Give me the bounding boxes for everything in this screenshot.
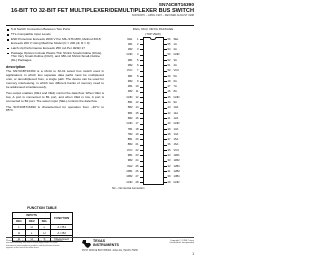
pin-name: VCC xyxy=(126,148,133,152)
pin-number: 12 xyxy=(135,95,139,99)
pin-number: 29 xyxy=(167,180,171,184)
pin-number: 13 xyxy=(135,101,139,105)
table-cell: A = B2 xyxy=(51,230,73,236)
texas-state-icon xyxy=(82,240,91,248)
pin-number: 42 xyxy=(167,111,171,115)
table-subheader: OE1 xyxy=(13,218,26,224)
table-cell: X xyxy=(38,236,51,242)
function-table-caption: FUNCTION TABLE xyxy=(27,206,57,210)
pin-number: 5 xyxy=(137,58,139,62)
description-heading: description xyxy=(6,65,26,70)
feature-item: TTL-Compatible Input Levels xyxy=(6,33,104,37)
pin-name: 4B1 xyxy=(127,85,133,89)
pin-number: 52 xyxy=(167,58,171,62)
pin-number: 6 xyxy=(137,63,139,67)
pin-name: 3A xyxy=(173,58,177,62)
pin-number: 15 xyxy=(135,111,139,115)
pin-number: 11 xyxy=(135,90,139,94)
pin-number: 10 xyxy=(135,85,139,89)
table-subheader: OE2 xyxy=(25,218,38,224)
logo-line-2: INSTRUMENTS xyxy=(93,243,119,247)
pin-number: 41 xyxy=(167,116,171,120)
table-cell: A = B1 xyxy=(51,224,73,230)
pin-number: 23 xyxy=(135,154,139,158)
pin-number: 1 xyxy=(137,37,139,41)
pin-name: 9B2 xyxy=(127,159,133,163)
table-cell: H xyxy=(25,236,38,242)
table-subheader: SEL xyxy=(38,218,51,224)
pin-name: 5B2 xyxy=(127,106,133,110)
table-cell: H xyxy=(13,236,26,242)
pin-number: 18 xyxy=(135,127,139,131)
pin-number: 21 xyxy=(135,143,139,147)
pin-name: 1B1 xyxy=(127,42,133,46)
package-title: DGG, DGV, OR DL PACKAGE xyxy=(132,27,174,31)
pin-number: 50 xyxy=(167,69,171,73)
pin-name: 6B2 xyxy=(127,116,133,120)
pin-number: 24 xyxy=(135,159,139,163)
pin-name: 15A xyxy=(173,138,179,142)
pin-name: 12A xyxy=(173,116,179,120)
pin-name: VCC xyxy=(173,148,180,152)
pin-number: 25 xyxy=(135,164,139,168)
pin-name: 4B2 xyxy=(127,90,133,94)
pin-name: 10B1 xyxy=(126,169,133,173)
feature-item: ESD Protection Exceeds 2000 V Per MIL-STD-883, Method 3015; Exceeds 200 V Using Machine Model (C = 200 pF, R = 0) xyxy=(6,38,104,46)
pin-number: 3 xyxy=(137,48,139,52)
pin-note: NC – No internal connection xyxy=(112,186,145,190)
left-pin-column xyxy=(122,37,143,185)
pin-name: 8B1 xyxy=(127,138,133,142)
pin-name: 8A xyxy=(173,90,177,94)
datasheet-title: 16-BIT TO 32-BIT FET MULTIPLEXER/DEMULTIPLEXER BUS SWITCH xyxy=(10,8,194,14)
ic-diagram xyxy=(112,37,194,185)
pin-name: 6B1 xyxy=(127,111,133,115)
pin-name: GND xyxy=(173,180,180,184)
pin-name: 11B2 xyxy=(173,159,180,163)
logo-wordmark xyxy=(93,240,119,248)
pin-name: 7A xyxy=(173,85,177,89)
left-pin xyxy=(122,180,143,185)
pin-name: 1B2 xyxy=(127,48,133,52)
feature-item: Latch-Up Performance Exceeds 250 mA Per JESD 17 xyxy=(6,47,104,51)
pin-number: 34 xyxy=(167,154,171,158)
pin-name: 1A xyxy=(173,42,177,46)
pin-name: GND xyxy=(126,180,133,184)
pin-number: 19 xyxy=(135,132,139,136)
table-cell: H xyxy=(13,230,26,236)
pin-number: 16 xyxy=(135,116,139,120)
pin-number: 54 xyxy=(167,48,171,52)
pin-name: VCC xyxy=(173,69,180,73)
pin-number: 17 xyxy=(135,122,139,126)
pin-name: 9A xyxy=(173,101,177,105)
pin-name: VCC xyxy=(126,69,133,73)
pin-number: 35 xyxy=(167,148,171,152)
pin-number: 4 xyxy=(137,53,139,57)
ti-logo xyxy=(82,240,119,248)
feature-item: 5-Ω Switch Connection Between Two Ports xyxy=(6,28,104,32)
table-cell: L xyxy=(13,224,26,230)
table-cell: Disconnect xyxy=(51,236,73,242)
feature-item: Package Options Include Plastic Thin Shrink Small-Outline (DGG), Thin Very Small-Outline (DGV), and 380-mil Shrink Small-Outline (DL) Packages xyxy=(6,52,104,64)
pin-name: 9B1 xyxy=(127,154,133,158)
table-header-inputs: INPUTS xyxy=(13,213,51,219)
pin-number: 22 xyxy=(135,148,139,152)
pin-number: 14 xyxy=(135,106,139,110)
pin-number: 37 xyxy=(167,138,171,142)
pin-number: 30 xyxy=(167,175,171,179)
pin-number: 53 xyxy=(167,53,171,57)
pin-name: 12B2 xyxy=(173,169,180,173)
pin-number: 27 xyxy=(135,175,139,179)
pin-name: OE1 xyxy=(127,37,133,41)
right-pin-column xyxy=(164,37,185,185)
function-table-caption-wrap xyxy=(12,206,72,211)
pin-number: 49 xyxy=(167,74,171,78)
pin-number: 2 xyxy=(137,42,139,46)
pin-name: 13A xyxy=(173,127,179,131)
document-reference: SCDS037C – APRIL 1997 – REVISED AUGUST 1998 xyxy=(131,14,194,17)
description-paragraph: Two output enables (OE1 and OE2) control the data flow. When OE1 is low, A port is connected to B1 port, and when OE2 is low, A port is connected to B2 port. The select input (SEL) controls the data flow. xyxy=(6,90,104,103)
table-cell: H xyxy=(25,224,38,230)
pin-number: 47 xyxy=(167,85,171,89)
pin-name: 7B1 xyxy=(127,127,133,131)
pin-name: 12B1 xyxy=(173,164,180,168)
page-number: 1 xyxy=(192,252,194,256)
pin-name: 10A xyxy=(173,106,179,110)
logo-line-1: TEXAS xyxy=(93,239,105,244)
pin-name: 3B1 xyxy=(127,74,133,78)
pin-name: 7B2 xyxy=(127,132,133,136)
description-paragraph: The SN74CBT16390 is characterized for operation from –40°C to 85°C. xyxy=(6,104,104,113)
pin-name: GND xyxy=(173,95,180,99)
table-header-function: FUNCTION xyxy=(51,213,73,225)
pin-number: 36 xyxy=(167,143,171,147)
pin-name: 6A xyxy=(173,79,177,83)
pin-number: 48 xyxy=(167,79,171,83)
pin-name: GND xyxy=(173,122,180,126)
pin-number: 26 xyxy=(135,169,139,173)
pin-name: 2A xyxy=(173,48,177,52)
pin-number: 28 xyxy=(135,180,139,184)
pin-number: 44 xyxy=(167,101,171,105)
copyright: Copyright © 1998, Texas Instruments Incorporated xyxy=(169,240,194,244)
pin-name: 2B1 xyxy=(127,58,133,62)
pin-name: 14A xyxy=(173,132,179,136)
pin-name: 11A xyxy=(173,111,179,115)
left-column xyxy=(6,28,104,115)
pin-name: GND xyxy=(126,95,133,99)
pin-name: 5A xyxy=(173,74,177,78)
pin-number: 51 xyxy=(167,63,171,67)
pin-number: 8 xyxy=(137,74,139,78)
pin-number: 43 xyxy=(167,106,171,110)
pin-name: OE2 xyxy=(127,164,133,168)
pin-name: 8B2 xyxy=(127,143,133,147)
pin-name: GND xyxy=(126,122,133,126)
pin-number: 45 xyxy=(167,95,171,99)
package-view-label: (TOP VIEW) xyxy=(145,31,161,36)
pin-name: 11B1 xyxy=(173,154,180,158)
package-pinout xyxy=(112,28,194,190)
pin-name: GND xyxy=(173,53,180,57)
company-address: POST OFFICE BOX 655303 • DALLAS, TEXAS 75265 xyxy=(82,250,138,252)
feature-list xyxy=(6,28,104,63)
table-cell: L xyxy=(38,224,51,230)
pin-name: 3B2 xyxy=(127,79,133,83)
pin-number: 56 xyxy=(167,37,171,41)
pin-name: 16A xyxy=(173,143,179,147)
pin-name: 13B1 xyxy=(173,175,180,179)
pin-number: 33 xyxy=(167,159,171,163)
pin-number: 40 xyxy=(167,122,171,126)
ic-body xyxy=(143,37,164,185)
pin-name: SEL xyxy=(173,37,179,41)
table-cell: H xyxy=(38,230,51,236)
pin-number: 32 xyxy=(167,164,171,168)
table-cell: L xyxy=(25,230,38,236)
pin-number: 39 xyxy=(167,127,171,131)
pin-name: 4A xyxy=(173,63,177,67)
pin-number: 7 xyxy=(137,69,139,73)
pin-number: 38 xyxy=(167,132,171,136)
pin-number: 20 xyxy=(135,138,139,142)
datasheet-header xyxy=(11,3,194,17)
pin-number: 55 xyxy=(167,42,171,46)
pin-number: 46 xyxy=(167,90,171,94)
description-paragraph: The SN74CBT16390 is a 16-bit to 32-bit select bus switch used in applications in which two separate data paths must be multiplexed onto, or demultiplexed from, a single path. The device can be used for memory interleaving, in which two different banks of memory need to be addressed simultaneously. xyxy=(6,69,104,89)
part-number: SN74CBT16390 xyxy=(158,3,194,8)
right-pin xyxy=(164,180,185,185)
footer-divider xyxy=(6,237,194,238)
pin-name: GND xyxy=(126,53,133,57)
pin1-notch xyxy=(150,37,157,41)
pin-name: 5B1 xyxy=(127,101,133,105)
pin-name: 2B2 xyxy=(127,63,133,67)
legal-notice: Please be aware that an important notice concerning availability, standard warranty, and use in critical applications of Texas Instruments semiconductor products and disclaimers thereto appears at the end of this data sheet. xyxy=(6,240,63,250)
pin-number: 9 xyxy=(137,79,139,83)
pin-name: 10B2 xyxy=(126,175,133,179)
pin-number: 31 xyxy=(167,169,171,173)
header-divider xyxy=(6,25,194,26)
